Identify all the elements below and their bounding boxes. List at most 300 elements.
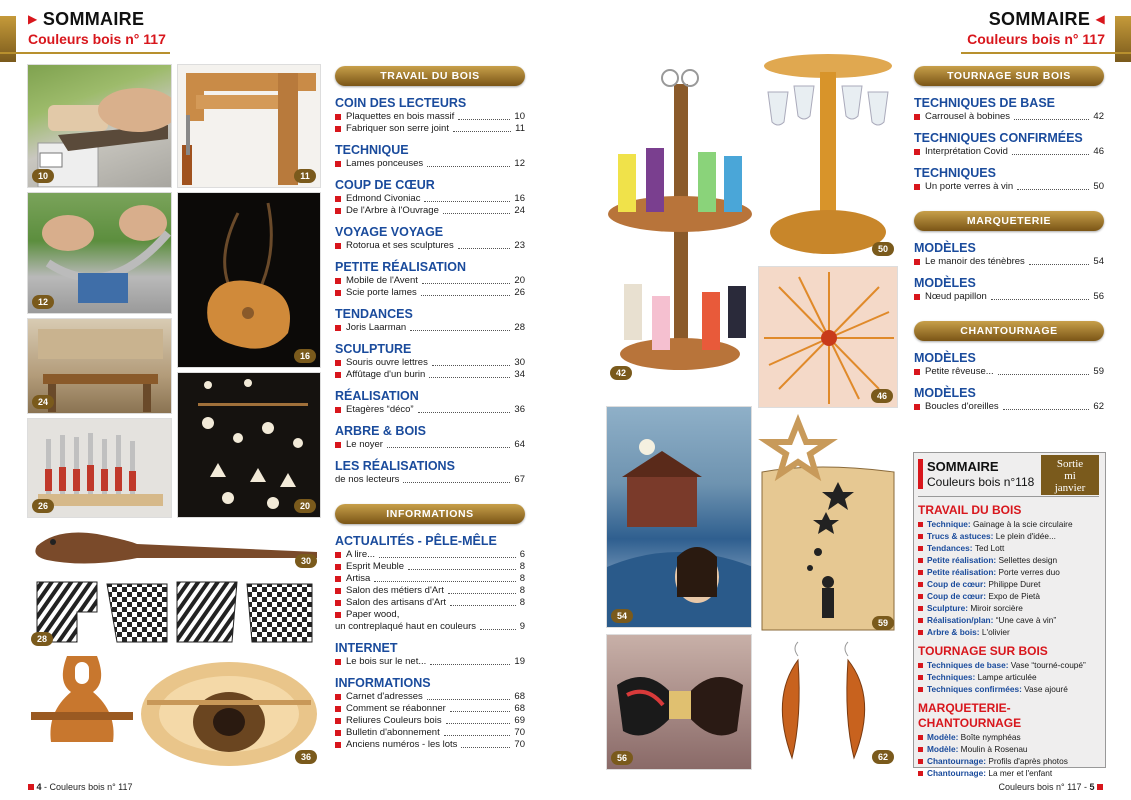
next-issue-rubric: Coup de cœur — [927, 579, 984, 589]
next-issue-topic: Ted Lott — [974, 543, 1005, 553]
red-square-icon — [335, 730, 341, 736]
next-issue-rubric: Technique — [927, 519, 968, 529]
next-issue-item — [918, 743, 1099, 755]
leader-dots — [444, 735, 511, 736]
red-square-icon — [918, 759, 923, 764]
toc-item-label: Etagères “déco” — [346, 404, 414, 415]
toc-item-label: Petite rêveuse... — [925, 366, 994, 377]
next-issue-topic: Le plein d'idée... — [995, 531, 1056, 541]
leader-dots — [1003, 409, 1090, 410]
toc-item-page: 46 — [1093, 146, 1104, 157]
leader-dots — [450, 605, 516, 606]
red-square-icon — [918, 630, 923, 635]
leader-dots — [1014, 119, 1089, 120]
toc-section-title: MODÈLES — [914, 351, 976, 365]
next-issue-rubric: Sculpture — [927, 603, 966, 613]
toc-item-label: Le bois sur le net... — [346, 656, 427, 667]
toc-item — [914, 366, 1104, 378]
toc-item-page: 10 — [514, 111, 525, 122]
toc-item-label: Nœud papillon — [925, 291, 987, 302]
next-issue-item — [918, 731, 1099, 743]
photo-number: 59 — [872, 616, 894, 630]
next-issue-contents — [918, 503, 1099, 779]
toc-item-page: 6 — [519, 549, 525, 560]
separator: : — [955, 732, 961, 742]
toc-item-page: 34 — [514, 369, 525, 380]
separator: : — [990, 615, 996, 625]
toc-left-column — [335, 66, 525, 751]
toc-item — [335, 739, 525, 751]
toc-item-page: 24 — [514, 205, 525, 216]
leader-dots — [418, 412, 511, 413]
red-square-icon — [914, 369, 920, 375]
toc-section — [914, 96, 1104, 123]
red-square-icon — [335, 243, 341, 249]
toc-item-page: 26 — [514, 287, 525, 298]
next-issue-item — [918, 554, 1099, 566]
toc-item — [335, 549, 525, 561]
photo-bending-blade — [27, 192, 172, 314]
toc-item-label: Affûtage d'un burin — [346, 369, 426, 380]
red-square-icon — [914, 184, 920, 190]
red-square-icon — [335, 706, 341, 712]
leader-dots — [422, 283, 511, 284]
toc-item — [335, 585, 525, 597]
next-issue-rubric: Techniques confirmées — [927, 684, 1020, 694]
toc-item-page: 42 — [1093, 111, 1104, 122]
next-issue-rubric: Chantournage — [927, 756, 984, 766]
toc-section-title: INFORMATIONS — [335, 676, 431, 690]
separator: : — [967, 519, 973, 529]
toc-section-title: COIN DES LECTEURS — [335, 96, 467, 110]
toc-section — [335, 225, 525, 252]
toc-section — [335, 424, 525, 451]
toc-item-label: Anciens numéros - les lots — [346, 739, 458, 750]
next-issue-group-title: MARQUETERIE-CHANTOURNAGE — [918, 701, 1022, 730]
red-square-icon — [335, 552, 341, 558]
red-square-icon — [918, 594, 923, 599]
toc-item — [914, 146, 1104, 158]
next-issue-rubric: Techniques — [927, 672, 973, 682]
toc-section — [335, 143, 525, 170]
toc-item-label: Salon des artisans d'Art — [346, 597, 447, 608]
next-issue-rubric: Techniques de base — [927, 660, 1006, 670]
next-issue-topic: Porte verres duo — [998, 567, 1060, 577]
next-issue-topic: Expo de Pietà — [988, 591, 1040, 601]
red-square-icon — [918, 747, 923, 752]
toc-section-title: PETITE RÉALISATION — [335, 260, 467, 274]
photo-marquetry-manor — [606, 406, 752, 628]
photo-earrings — [758, 638, 898, 768]
photo-wood-sculpture — [177, 192, 321, 368]
wall-shelf-drawing — [27, 652, 137, 768]
next-issue-topic: La mer et l'enfant — [988, 768, 1053, 778]
toc-item-page: 59 — [1093, 366, 1104, 377]
red-square-icon — [335, 407, 341, 413]
separator: : — [969, 543, 975, 553]
photo-number: 54 — [611, 609, 633, 623]
next-issue-item — [918, 683, 1099, 695]
separator: : — [993, 567, 999, 577]
toc-section — [335, 178, 525, 217]
toc-section-title: TECHNIQUES — [914, 166, 996, 180]
next-issue-item — [918, 659, 1099, 671]
photo-advent-mobile — [177, 372, 321, 518]
leader-dots — [1029, 264, 1090, 265]
footer-right: Couleurs bois n° 117 - 5 — [998, 782, 1103, 792]
toc-item-label: Esprit Meuble — [346, 561, 405, 572]
next-issue-rubric: Petite réalisation — [927, 567, 994, 577]
red-square-icon — [918, 606, 923, 611]
photo-chisels — [27, 418, 172, 518]
toc-item-page: 68 — [514, 703, 525, 714]
toc-section-title: TENDANCES — [335, 307, 413, 321]
next-issue-subtitle: Couleurs bois n°118 — [927, 475, 1035, 489]
toc-item — [335, 703, 525, 715]
header-bar — [1115, 16, 1131, 62]
separator: : — [1019, 684, 1025, 694]
photo-number: 28 — [31, 632, 53, 646]
toc-section-title: TECHNIQUES CONFIRMÉES — [914, 131, 1083, 145]
next-issue-rubric: Réalisation/plan — [927, 615, 991, 625]
toc-item-label: De l'Arbre à l'Ouvrage — [346, 205, 439, 216]
separator: : — [983, 756, 989, 766]
red-square-icon — [914, 149, 920, 155]
next-issue-title: SOMMAIRE — [927, 459, 999, 474]
next-issue-rubric: Modèle — [927, 732, 956, 742]
next-issue-rubric: Coup de cœur — [927, 591, 984, 601]
glass-holder-drawing — [758, 52, 898, 260]
toc-item-label: Comment se réabonner — [346, 703, 446, 714]
photo-number: 20 — [294, 499, 316, 513]
toc-section — [335, 389, 525, 416]
toc-item-page: 8 — [519, 573, 525, 584]
red-square-icon — [335, 372, 341, 378]
toc-section — [914, 276, 1104, 303]
spool-carousel-drawing — [606, 64, 754, 384]
toc-item-page: 19 — [514, 656, 525, 667]
header-rule — [0, 52, 170, 54]
red-square-icon — [335, 588, 341, 594]
toc-item — [335, 656, 525, 668]
leader-dots — [430, 664, 510, 665]
red-square-icon — [335, 325, 341, 331]
red-square-icon — [335, 208, 341, 214]
toc-item-label: Bulletin d'abonnement — [346, 727, 440, 738]
toc-item-label: Rotorua et ses sculptures — [346, 240, 454, 251]
next-issue-item — [918, 542, 1099, 554]
toc-item-label: Boucles d'oreilles — [925, 401, 999, 412]
toc-item-label: Plaquettes en bois massif — [346, 111, 455, 122]
toc-item-label: Le manoir des ténèbres — [925, 256, 1025, 267]
leader-dots — [424, 201, 510, 202]
separator: : — [983, 768, 989, 778]
photo-spool-carousel — [606, 64, 754, 384]
photo-number: 62 — [872, 750, 894, 764]
toc-item-page: 9 — [519, 621, 525, 632]
photo-number: 16 — [294, 349, 316, 363]
toc-item-label: Lames ponceuses — [346, 158, 424, 169]
photo-number: 30 — [295, 554, 317, 568]
header-bar — [918, 459, 923, 489]
toc-item — [335, 287, 525, 299]
red-square-icon — [335, 718, 341, 724]
toc-item — [335, 621, 525, 633]
next-issue-header — [918, 459, 1099, 497]
toc-item — [914, 291, 1104, 303]
leader-dots — [458, 119, 510, 120]
toc-item-page: 8 — [519, 561, 525, 572]
toc-section — [914, 131, 1104, 158]
next-issue-topic: Boîte nymphéas — [960, 732, 1021, 742]
separator: : — [993, 555, 999, 565]
next-issue-topic: L'olivier — [981, 627, 1010, 637]
toc-item — [335, 561, 525, 573]
toc-section-title: SCULPTURE — [335, 342, 412, 356]
toc-section — [335, 641, 525, 668]
toc-item — [914, 181, 1104, 193]
toc-section — [335, 307, 525, 334]
photo-number: 12 — [32, 295, 54, 309]
next-issue-rubric: Trucs & astuces — [927, 531, 991, 541]
leader-dots — [480, 629, 516, 630]
toc-item-label: un contreplaqué haut en couleurs — [335, 621, 477, 632]
page-title: ▶ SOMMAIRE — [28, 9, 145, 29]
photo-number: 42 — [610, 366, 632, 380]
toc-item-page: 64 — [514, 439, 525, 450]
section-banner: INFORMATIONS — [335, 504, 525, 524]
sculpture-drawing — [178, 193, 321, 368]
leader-dots — [374, 581, 515, 582]
toc-item-label: Carnet d'adresses — [346, 691, 423, 702]
earrings-drawing — [758, 638, 898, 768]
leader-dots — [379, 557, 516, 558]
toc-item-page: 54 — [1093, 256, 1104, 267]
toc-section-title: INTERNET — [335, 641, 398, 655]
toc-item — [335, 609, 525, 621]
leader-dots — [429, 377, 510, 378]
red-square-icon — [918, 558, 923, 563]
leader-dots — [1012, 154, 1090, 155]
toc-right-column — [914, 66, 1104, 413]
toc-section — [335, 260, 525, 299]
page-title: SOMMAIRE ◀ — [988, 9, 1105, 29]
toc-item-label: Interprétation Covid — [925, 146, 1008, 157]
photo-bow-tie — [606, 634, 752, 770]
toc-item — [335, 691, 525, 703]
toc-item — [335, 123, 525, 135]
toc-section-title: MODÈLES — [914, 386, 976, 400]
next-issue-item — [918, 602, 1099, 614]
red-square-icon — [335, 290, 341, 296]
footer-left: 4 - Couleurs bois n° 117 — [28, 782, 133, 792]
red-square-icon — [918, 546, 923, 551]
toc-item-page: 56 — [1093, 291, 1104, 302]
header-right — [911, 8, 1131, 48]
next-issue-item — [918, 767, 1099, 779]
triangle-left-icon: ◀ — [1095, 12, 1105, 26]
toc-item-page: 11 — [515, 123, 525, 134]
toc-item-label: Carrousel à bobines — [925, 111, 1011, 122]
red-square-icon — [918, 687, 923, 692]
toc-section — [914, 351, 1104, 378]
toc-item — [335, 275, 525, 287]
photo-number: 11 — [294, 169, 316, 183]
toc-section-title: COUP DE CŒUR — [335, 178, 435, 192]
next-issue-box — [913, 452, 1106, 778]
section-banner: TOURNAGE SUR BOIS — [914, 66, 1104, 86]
toc-item — [335, 240, 525, 252]
photo-round-shelf — [137, 652, 321, 768]
red-square-icon — [335, 564, 341, 570]
toc-item-page: 23 — [514, 240, 525, 251]
toc-item-page: 36 — [514, 404, 525, 415]
next-issue-rubric: Petite réalisation — [927, 555, 994, 565]
toc-section-title: TECHNIQUES DE BASE — [914, 96, 1055, 110]
photo-number: 24 — [32, 395, 54, 409]
next-issue-item — [918, 626, 1099, 638]
toc-item — [914, 111, 1104, 123]
manor-drawing — [607, 407, 752, 628]
chairs-drawing — [27, 572, 321, 650]
photo-number: 36 — [295, 750, 317, 764]
leader-dots — [421, 295, 511, 296]
red-square-icon — [335, 196, 341, 202]
red-square-icon — [335, 278, 341, 284]
red-square-icon — [1097, 784, 1103, 790]
header-left — [0, 8, 220, 48]
separator: : — [983, 591, 989, 601]
toc-section — [914, 241, 1104, 268]
next-issue-topic: Gainage à la scie circulaire — [972, 519, 1073, 529]
red-square-icon — [918, 582, 923, 587]
toc-item-label: Fabriquer son serre joint — [346, 123, 449, 134]
toc-item-page: 20 — [514, 275, 525, 286]
toc-item-page: 50 — [1093, 181, 1104, 192]
next-issue-rubric: Modèle — [927, 744, 956, 754]
toc-section — [914, 166, 1104, 193]
toc-item — [335, 158, 525, 170]
leader-dots — [998, 374, 1090, 375]
toc-item-page: 62 — [1093, 401, 1104, 412]
toc-item-label: Reliures Couleurs bois — [346, 715, 442, 726]
toc-section-title: VOYAGE VOYAGE — [335, 225, 444, 239]
next-issue-item — [918, 578, 1099, 590]
toc-item — [914, 256, 1104, 268]
red-square-icon — [914, 294, 920, 300]
letter-opener-drawing — [27, 524, 321, 572]
toc-item-label: Salon des métiers d'Art — [346, 585, 444, 596]
issue-number: Couleurs bois n° 117 — [967, 31, 1105, 47]
leader-dots — [1017, 189, 1089, 190]
next-issue-item — [918, 671, 1099, 683]
next-issue-topic: Lampe articulée — [977, 672, 1037, 682]
toc-item — [335, 597, 525, 609]
round-shelf-drawing — [137, 652, 321, 768]
section-banner: CHANTOURNAGE — [914, 321, 1104, 341]
toc-item-page: 70 — [514, 727, 525, 738]
next-issue-topic: Vase “tourné-coupé” — [1010, 660, 1086, 670]
issue-number: Couleurs bois n° 117 — [28, 31, 166, 47]
next-issue-topic: Sellettes design — [998, 555, 1058, 565]
leader-dots — [387, 447, 510, 448]
toc-section — [335, 676, 525, 751]
toc-item-label: A lire... — [346, 549, 376, 560]
next-issue-item — [918, 566, 1099, 578]
separator: : — [1005, 660, 1011, 670]
red-square-icon — [335, 360, 341, 366]
red-square-icon — [335, 114, 341, 120]
toc-item — [335, 322, 525, 334]
next-issue-topic: “Une cave à vin” — [995, 615, 1057, 625]
next-issue-rubric: Arbre & bois — [927, 627, 977, 637]
next-issue-topic: Miroir sorcière — [970, 603, 1023, 613]
leader-dots — [403, 482, 510, 483]
photo-star-dreamer — [758, 412, 898, 634]
toc-section-title: TECHNIQUE — [335, 143, 409, 157]
toc-item-label: Joris Laarman — [346, 322, 407, 333]
red-square-icon — [335, 161, 341, 167]
leader-dots — [410, 330, 510, 331]
red-square-icon — [335, 600, 341, 606]
toc-item-label: Paper wood, — [346, 609, 400, 620]
red-square-icon — [28, 784, 34, 790]
toc-item-label: Scie porte lames — [346, 287, 417, 298]
photo-mouse-letter-opener — [27, 524, 321, 572]
photo-number: 50 — [872, 242, 894, 256]
red-square-icon — [918, 675, 923, 680]
toc-item — [335, 573, 525, 585]
triangle-right-icon: ▶ — [28, 12, 38, 26]
header-rule — [961, 52, 1131, 54]
next-issue-topic: Vase ajouré — [1024, 684, 1068, 694]
toc-item — [335, 193, 525, 205]
red-square-icon — [335, 442, 341, 448]
leader-dots — [453, 131, 511, 132]
leader-dots — [461, 747, 510, 748]
toc-item-page: 8 — [519, 585, 525, 596]
red-square-icon — [335, 742, 341, 748]
toc-item-label: Artisa — [346, 573, 371, 584]
toc-item-label: de nos lecteurs — [335, 474, 400, 485]
leader-dots — [443, 213, 511, 214]
photo-sanding-belt — [27, 64, 172, 188]
toc-item — [335, 357, 525, 369]
red-square-icon — [914, 114, 920, 120]
red-square-icon — [335, 576, 341, 582]
toc-section — [335, 459, 525, 486]
photo-patterned-chairs — [27, 572, 321, 650]
next-issue-item — [918, 590, 1099, 602]
toc-item — [335, 369, 525, 381]
toc-item-page: 30 — [514, 357, 525, 368]
photo-wood-clamp — [177, 64, 321, 188]
toc-item — [335, 111, 525, 123]
photo-workshop — [27, 318, 172, 414]
leader-dots — [458, 248, 511, 249]
red-square-icon — [918, 735, 923, 740]
photo-starburst-sculpture — [758, 266, 898, 408]
toc-item-page: 70 — [514, 739, 525, 750]
header-bar — [0, 16, 16, 62]
toc-section-title: MODÈLES — [914, 276, 976, 290]
section-banner: TRAVAIL DU BOIS — [335, 66, 525, 86]
leader-dots — [432, 365, 511, 366]
toc-item — [335, 205, 525, 217]
photo-wall-shelf — [27, 652, 137, 768]
red-square-icon — [335, 126, 341, 132]
leader-dots — [448, 593, 516, 594]
